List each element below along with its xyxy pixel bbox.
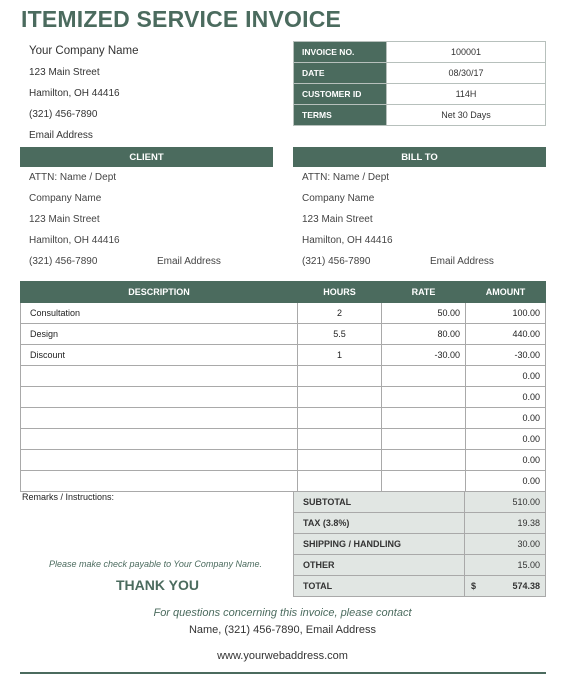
totals-amount: 15.00 [517,560,540,570]
meta-label: INVOICE NO. [294,42,387,63]
item-rate [382,429,466,450]
totals-row [294,513,546,534]
table-row [21,303,546,324]
col-hours-header: HOURS [298,282,382,303]
item-hours [298,471,382,492]
client-street: 123 Main Street [29,214,100,225]
totals-value [465,492,546,513]
meta-value: 08/30/17 [387,63,546,84]
bill-to-street: 123 Main Street [302,214,373,225]
client-city: Hamilton, OH 44416 [29,235,120,246]
totals-label: SHIPPING / HANDLING [294,534,465,555]
item-description [21,408,298,429]
item-rate: 50.00 [382,303,466,324]
table-row [21,366,546,387]
invoice-meta-table [293,41,546,126]
bill-to-city: Hamilton, OH 44416 [302,235,393,246]
totals-label: SUBTOTAL [294,492,465,513]
totals-label: OTHER [294,555,465,576]
item-amount: 100.00 [466,303,546,324]
meta-row-invoice-no [294,42,546,63]
item-description [21,429,298,450]
totals-value [465,576,546,597]
item-amount: 440.00 [466,324,546,345]
remarks-label: Remarks / Instructions: [22,492,115,502]
meta-value: 100001 [387,42,546,63]
meta-row-customer-id [294,84,546,105]
item-amount: 0.00 [466,471,546,492]
item-amount: 0.00 [466,408,546,429]
table-row [21,471,546,492]
totals-amount: 510.00 [512,497,540,507]
item-amount: 0.00 [466,387,546,408]
bill-to-attn: ATTN: Name / Dept [302,172,390,183]
table-row [21,408,546,429]
table-row [21,387,546,408]
totals-row [294,576,546,597]
item-description [21,387,298,408]
totals-amount: 30.00 [517,539,540,549]
meta-label: CUSTOMER ID [294,84,387,105]
item-description [21,366,298,387]
item-amount: -30.00 [466,345,546,366]
item-hours [298,429,382,450]
item-description: Design [21,324,298,345]
totals-amount: 19.38 [517,518,540,528]
table-row [21,345,546,366]
company-phone: (321) 456-7890 [29,109,98,120]
item-rate [382,387,466,408]
items-header-row [21,282,546,303]
item-description [21,471,298,492]
totals-value [465,555,546,576]
totals-row [294,492,546,513]
line-items-table [20,281,546,492]
item-hours [298,450,382,471]
col-rate-header: RATE [382,282,466,303]
meta-value: Net 30 Days [387,105,546,126]
item-amount: 0.00 [466,450,546,471]
meta-row-date [294,63,546,84]
item-hours [298,408,382,429]
company-email: Email Address [29,130,93,141]
item-rate: -30.00 [382,345,466,366]
item-rate [382,366,466,387]
contact-line-1: For questions concerning this invoice, please contact [153,607,412,619]
totals-row [294,555,546,576]
totals-label: TOTAL [294,576,465,597]
bill-to-email: Email Address [430,256,494,267]
meta-label: TERMS [294,105,387,126]
currency-symbol: $ [471,581,477,591]
col-amount-header: AMOUNT [466,282,546,303]
totals-amount: 574.38 [512,581,540,591]
item-hours [298,366,382,387]
company-city: Hamilton, OH 44416 [29,88,120,99]
totals-value [465,513,546,534]
client-email: Email Address [157,256,221,267]
item-amount: 0.00 [466,366,546,387]
meta-value: 114H [387,84,546,105]
item-rate [382,450,466,471]
client-header: CLIENT [20,147,273,167]
client-phone: (321) 456-7890 [29,256,98,267]
payable-note: Please make check payable to Your Company Name. [49,559,262,569]
item-description: Consultation [21,303,298,324]
table-row [21,324,546,345]
item-rate [382,471,466,492]
totals-table [293,491,546,597]
item-rate: 80.00 [382,324,466,345]
invoice-title: ITEMIZED SERVICE INVOICE [21,6,342,32]
client-attn: ATTN: Name / Dept [29,172,117,183]
totals-value [465,534,546,555]
col-description-header: DESCRIPTION [21,282,298,303]
client-company: Company Name [29,193,102,204]
item-description [21,450,298,471]
totals-row [294,534,546,555]
bill-to-phone: (321) 456-7890 [302,256,371,267]
item-description: Discount [21,345,298,366]
item-hours: 2 [298,303,382,324]
item-rate [382,408,466,429]
bill-to-company: Company Name [302,193,375,204]
item-hours: 1 [298,345,382,366]
table-row [21,450,546,471]
item-hours: 5.5 [298,324,382,345]
meta-row-terms [294,105,546,126]
meta-label: DATE [294,63,387,84]
table-row [21,429,546,450]
company-street: 123 Main Street [29,67,100,78]
footer-divider [20,672,546,674]
item-hours [298,387,382,408]
bill-to-header: BILL TO [293,147,546,167]
company-name: Your Company Name [29,45,139,57]
contact-line-2: Name, (321) 456-7890, Email Address [188,624,377,636]
totals-label: TAX (3.8%) [294,513,465,534]
thank-you: THANK YOU [116,577,199,593]
item-amount: 0.00 [466,429,546,450]
website-url: www.yourwebaddress.com [217,650,348,662]
